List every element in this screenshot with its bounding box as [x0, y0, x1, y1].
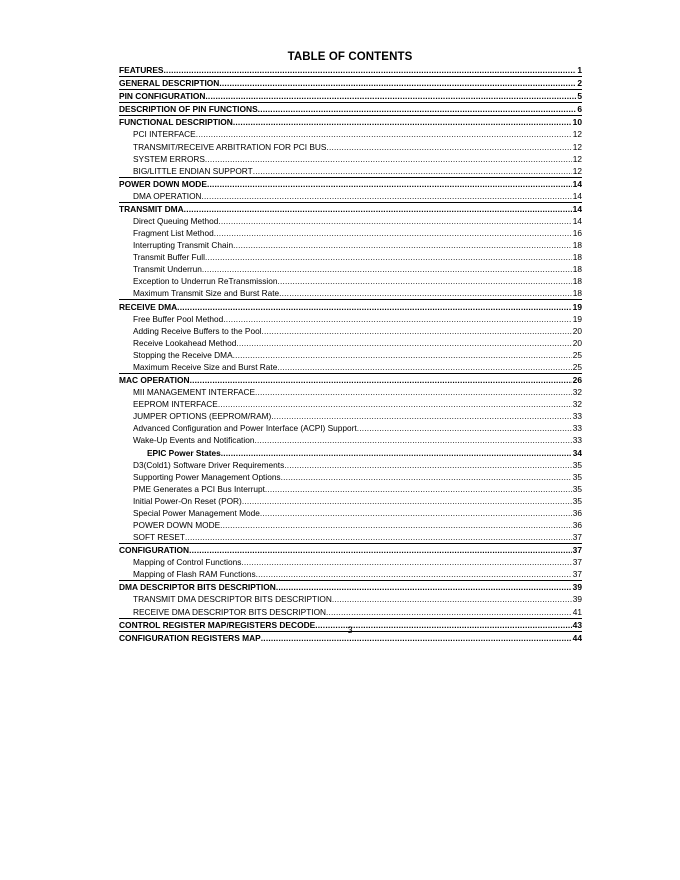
toc-entry — [119, 190, 582, 202]
toc-entry-title: Wake-Up Events and Notification — [133, 435, 255, 446]
toc-entry — [119, 287, 582, 299]
toc-entry-title: DMA DESCRIPTOR BITS DESCRIPTION — [119, 582, 276, 593]
toc-dot-leader — [233, 239, 572, 251]
toc-dot-leader — [202, 263, 572, 275]
toc-entry-title: TRANSMIT DMA DESCRIPTOR BITS DESCRIPTION — [133, 594, 332, 605]
toc-dot-leader — [214, 227, 572, 239]
toc-dot-leader — [284, 459, 572, 471]
toc-entry-page: 16 — [572, 228, 582, 239]
toc-entry-page: 41 — [572, 606, 582, 617]
toc-entry-title: MII MANAGEMENT INTERFACE — [133, 387, 256, 398]
toc-entry — [119, 361, 582, 373]
toc-dot-leader — [281, 471, 572, 483]
toc-entry-page: 35 — [572, 495, 582, 506]
toc-entry — [119, 568, 582, 580]
toc-entry — [119, 483, 582, 495]
toc-entry-page: 35 — [572, 483, 582, 494]
toc-entry-page: 2 — [577, 78, 582, 89]
toc-entry — [119, 263, 582, 275]
toc-entry-page: 12 — [572, 129, 582, 140]
toc-entry-page: 14 — [572, 203, 582, 214]
toc-dot-leader — [202, 190, 572, 202]
toc-entry-page: 20 — [572, 337, 582, 348]
toc-entry-title: JUMPER OPTIONS (EEPROM/RAM) — [133, 411, 272, 422]
toc-entry-title: TRANSMIT/RECEIVE ARBITRATION FOR PCI BUS — [133, 141, 327, 152]
toc-entry-page: 43 — [572, 619, 582, 630]
page-title: TABLE OF CONTENTS — [287, 51, 413, 63]
toc-entry-page: 44 — [572, 632, 582, 643]
toc-entry-page: 14 — [572, 216, 582, 227]
toc-entry — [119, 239, 582, 251]
toc-entry — [119, 593, 582, 605]
toc-dot-leader — [189, 544, 572, 556]
toc-entry-page: 19 — [572, 313, 582, 324]
toc-entry-title: Special Power Management Mode — [133, 507, 260, 518]
toc-entry-title: GENERAL DESCRIPTION — [119, 78, 220, 89]
toc-entry-title: POWER DOWN MODE — [119, 178, 207, 189]
toc-entry-page: 18 — [572, 240, 582, 251]
toc-entry — [119, 446, 582, 458]
toc-entry-page: 37 — [572, 545, 582, 556]
toc-entry — [119, 251, 582, 263]
toc-entry — [119, 325, 582, 337]
toc-entry-title: Transmit Buffer Full — [133, 252, 205, 263]
toc-dot-leader — [260, 507, 572, 519]
toc-dot-leader — [196, 128, 572, 140]
toc-dot-leader — [265, 483, 572, 495]
toc-dot-leader — [256, 568, 572, 580]
toc-entry — [119, 64, 582, 76]
toc-entry — [119, 373, 582, 386]
toc-entry — [119, 202, 582, 215]
toc-entry-page: 26 — [572, 375, 582, 386]
toc-entry — [119, 471, 582, 483]
toc-dot-leader — [205, 251, 572, 263]
toc-dot-leader — [326, 606, 572, 618]
toc-entry-title: Adding Receive Buffers to the Pool — [133, 325, 262, 336]
toc-dot-leader — [190, 374, 572, 386]
toc-entry-page: 34 — [572, 447, 582, 458]
toc-entry-title: PME Generates a PCI Bus Interrupt — [133, 483, 265, 494]
toc-dot-leader — [276, 581, 572, 593]
toc-entry — [119, 519, 582, 531]
toc-entry — [119, 102, 582, 115]
toc-entry-title: Receive Lookahead Method — [133, 337, 237, 348]
toc-entry-title: D3(Cold1) Software Driver Requirements — [133, 459, 285, 470]
toc-entry-page: 12 — [572, 153, 582, 164]
toc-dot-leader — [357, 422, 572, 434]
toc-dot-leader — [205, 153, 572, 165]
toc-entry-page: 25 — [572, 361, 582, 372]
toc-entry-title: Mapping of Flash RAM Functions — [133, 569, 256, 580]
toc-entry — [119, 89, 582, 102]
toc-entry-page: 14 — [572, 178, 582, 189]
toc-entry — [119, 227, 582, 239]
toc-entry-page: 33 — [572, 435, 582, 446]
toc-entry — [119, 153, 582, 165]
toc-entry-title: CONTROL REGISTER MAP/REGISTERS DECODE — [119, 619, 316, 630]
toc-entry-title: Fragment List Method — [133, 228, 214, 239]
toc-entry-page: 37 — [572, 569, 582, 580]
toc-entry-title: Mapping of Control Functions — [133, 557, 242, 568]
toc-dot-leader — [326, 141, 571, 153]
toc-entry-title: FEATURES — [119, 65, 164, 76]
toc-entry-page: 37 — [572, 557, 582, 568]
toc-entry-title: Free Buffer Pool Method — [133, 313, 224, 324]
toc-dot-leader — [262, 325, 572, 337]
toc-entry-page: 12 — [572, 141, 582, 152]
toc-entry — [119, 422, 582, 434]
toc-entry — [119, 507, 582, 519]
toc-entry-title: FUNCTIONAL DESCRIPTION — [119, 117, 233, 128]
toc-entry — [119, 410, 582, 422]
toc-entry — [119, 556, 582, 568]
toc-entry — [119, 434, 582, 446]
toc-entry-page: 5 — [577, 91, 582, 102]
toc-dot-leader — [242, 495, 572, 507]
toc-dot-leader — [332, 593, 572, 605]
toc-entry — [119, 459, 582, 471]
toc-dot-leader — [177, 301, 572, 313]
toc-entry-title: Interrupting Transmit Chain — [133, 240, 234, 251]
toc-entry-page: 32 — [572, 387, 582, 398]
toc-entry — [119, 115, 582, 128]
toc-entry-page: 18 — [572, 276, 582, 287]
toc-entry-page: 14 — [572, 190, 582, 201]
toc-entry-page: 37 — [572, 532, 582, 543]
toc-entry-title: PIN CONFIGURATION — [119, 91, 206, 102]
toc-dot-leader — [233, 116, 572, 128]
toc-entry-title: SYSTEM ERRORS — [133, 153, 205, 164]
toc-dot-leader — [223, 313, 572, 325]
page-number: 3 — [347, 625, 353, 636]
toc-dot-leader — [207, 178, 572, 190]
toc-entry-page: 25 — [572, 349, 582, 360]
toc-dot-leader — [254, 434, 571, 446]
toc-dot-leader — [279, 287, 572, 299]
toc-dot-leader — [164, 64, 577, 76]
toc-entry-title: RECEIVE DMA DESCRIPTOR BITS DESCRIPTION — [133, 606, 327, 617]
toc-entry — [119, 337, 582, 349]
toc-dot-leader — [255, 386, 572, 398]
toc-entry-page: 1 — [577, 65, 582, 76]
toc-dot-leader — [233, 349, 572, 361]
toc-entry — [119, 398, 582, 410]
toc-entry-title: Maximum Receive Size and Burst Rate — [133, 361, 278, 372]
toc-entry — [119, 128, 582, 140]
toc-dot-leader — [218, 398, 572, 410]
toc-entry-page: 20 — [572, 325, 582, 336]
toc-entry — [119, 275, 582, 287]
toc-dot-leader — [219, 77, 576, 89]
toc-entry — [119, 299, 582, 312]
toc-entry-title: MAC OPERATION — [119, 375, 190, 386]
toc-entry-page: 18 — [572, 252, 582, 263]
toc-entry-title: Transmit Underrun — [133, 264, 202, 275]
toc-entry — [119, 495, 582, 507]
toc-dot-leader — [241, 556, 571, 568]
toc-entry — [119, 605, 582, 617]
toc-entry-title: Stopping the Receive DMA — [133, 349, 233, 360]
toc-entry-title: DESCRIPTION OF PIN FUNCTIONS — [119, 104, 258, 115]
toc-dot-leader — [185, 531, 572, 543]
toc-entry-page: 39 — [572, 594, 582, 605]
toc-entry-page: 18 — [572, 288, 582, 299]
toc-dot-leader — [221, 447, 572, 459]
toc-entry-page: 12 — [572, 165, 582, 176]
toc-entry — [119, 76, 582, 89]
toc-entry-title: POWER DOWN MODE — [133, 519, 221, 530]
toc-dot-leader — [205, 90, 576, 102]
toc-dot-leader — [236, 337, 571, 349]
toc-entry-title: Supporting Power Management Options — [133, 471, 281, 482]
toc-dot-leader — [220, 519, 572, 531]
toc-dot-leader — [277, 361, 571, 373]
toc-entry-title: TRANSMIT DMA — [119, 203, 184, 214]
toc-entry — [119, 531, 582, 543]
toc-entry-title: Initial Power-On Reset (POR) — [133, 495, 242, 506]
toc-entry-page: 32 — [572, 399, 582, 410]
table-of-contents — [119, 64, 582, 644]
toc-entry-page: 10 — [572, 117, 582, 128]
toc-entry-title: Direct Queuing Method — [133, 216, 219, 227]
toc-entry-page: 35 — [572, 459, 582, 470]
toc-entry — [119, 177, 582, 190]
toc-dot-leader — [271, 410, 571, 422]
toc-entry — [119, 386, 582, 398]
toc-entry-title: DMA OPERATION — [133, 190, 202, 201]
toc-entry-title: PCI INTERFACE — [133, 129, 196, 140]
toc-entry — [119, 165, 582, 177]
toc-dot-leader — [218, 215, 571, 227]
toc-entry — [119, 349, 582, 361]
toc-entry — [119, 313, 582, 325]
toc-dot-leader — [278, 275, 572, 287]
toc-dot-leader — [253, 165, 572, 177]
toc-entry — [119, 580, 582, 593]
toc-dot-leader — [258, 103, 577, 115]
toc-entry-title: EPIC Power States — [147, 447, 221, 458]
toc-entry — [119, 140, 582, 152]
toc-entry-title: SOFT RESET — [133, 532, 185, 543]
toc-entry-page: 33 — [572, 411, 582, 422]
toc-dot-leader — [184, 203, 572, 215]
toc-entry-title: Exception to Underrun ReTransmission — [133, 276, 278, 287]
toc-entry-page: 33 — [572, 423, 582, 434]
toc-entry-page: 6 — [577, 104, 582, 115]
toc-entry — [119, 215, 582, 227]
toc-entry-title: EEPROM INTERFACE — [133, 399, 218, 410]
toc-entry — [119, 543, 582, 556]
toc-entry-title: Maximum Transmit Size and Burst Rate — [133, 288, 280, 299]
toc-entry-title: CONFIGURATION — [119, 545, 190, 556]
toc-entry-page: 35 — [572, 471, 582, 482]
toc-entry-title: CONFIGURATION REGISTERS MAP — [119, 632, 261, 643]
toc-entry-title: Advanced Configuration and Power Interface (ACPI) Support — [133, 423, 357, 434]
toc-entry-title: RECEIVE DMA — [119, 301, 178, 312]
toc-entry-page: 19 — [572, 301, 582, 312]
toc-entry-page: 18 — [572, 264, 582, 275]
toc-entry-page: 36 — [572, 519, 582, 530]
toc-entry-page: 36 — [572, 507, 582, 518]
toc-entry-title: BIG/LITTLE ENDIAN SUPPORT — [133, 165, 253, 176]
toc-entry-page: 39 — [572, 582, 582, 593]
